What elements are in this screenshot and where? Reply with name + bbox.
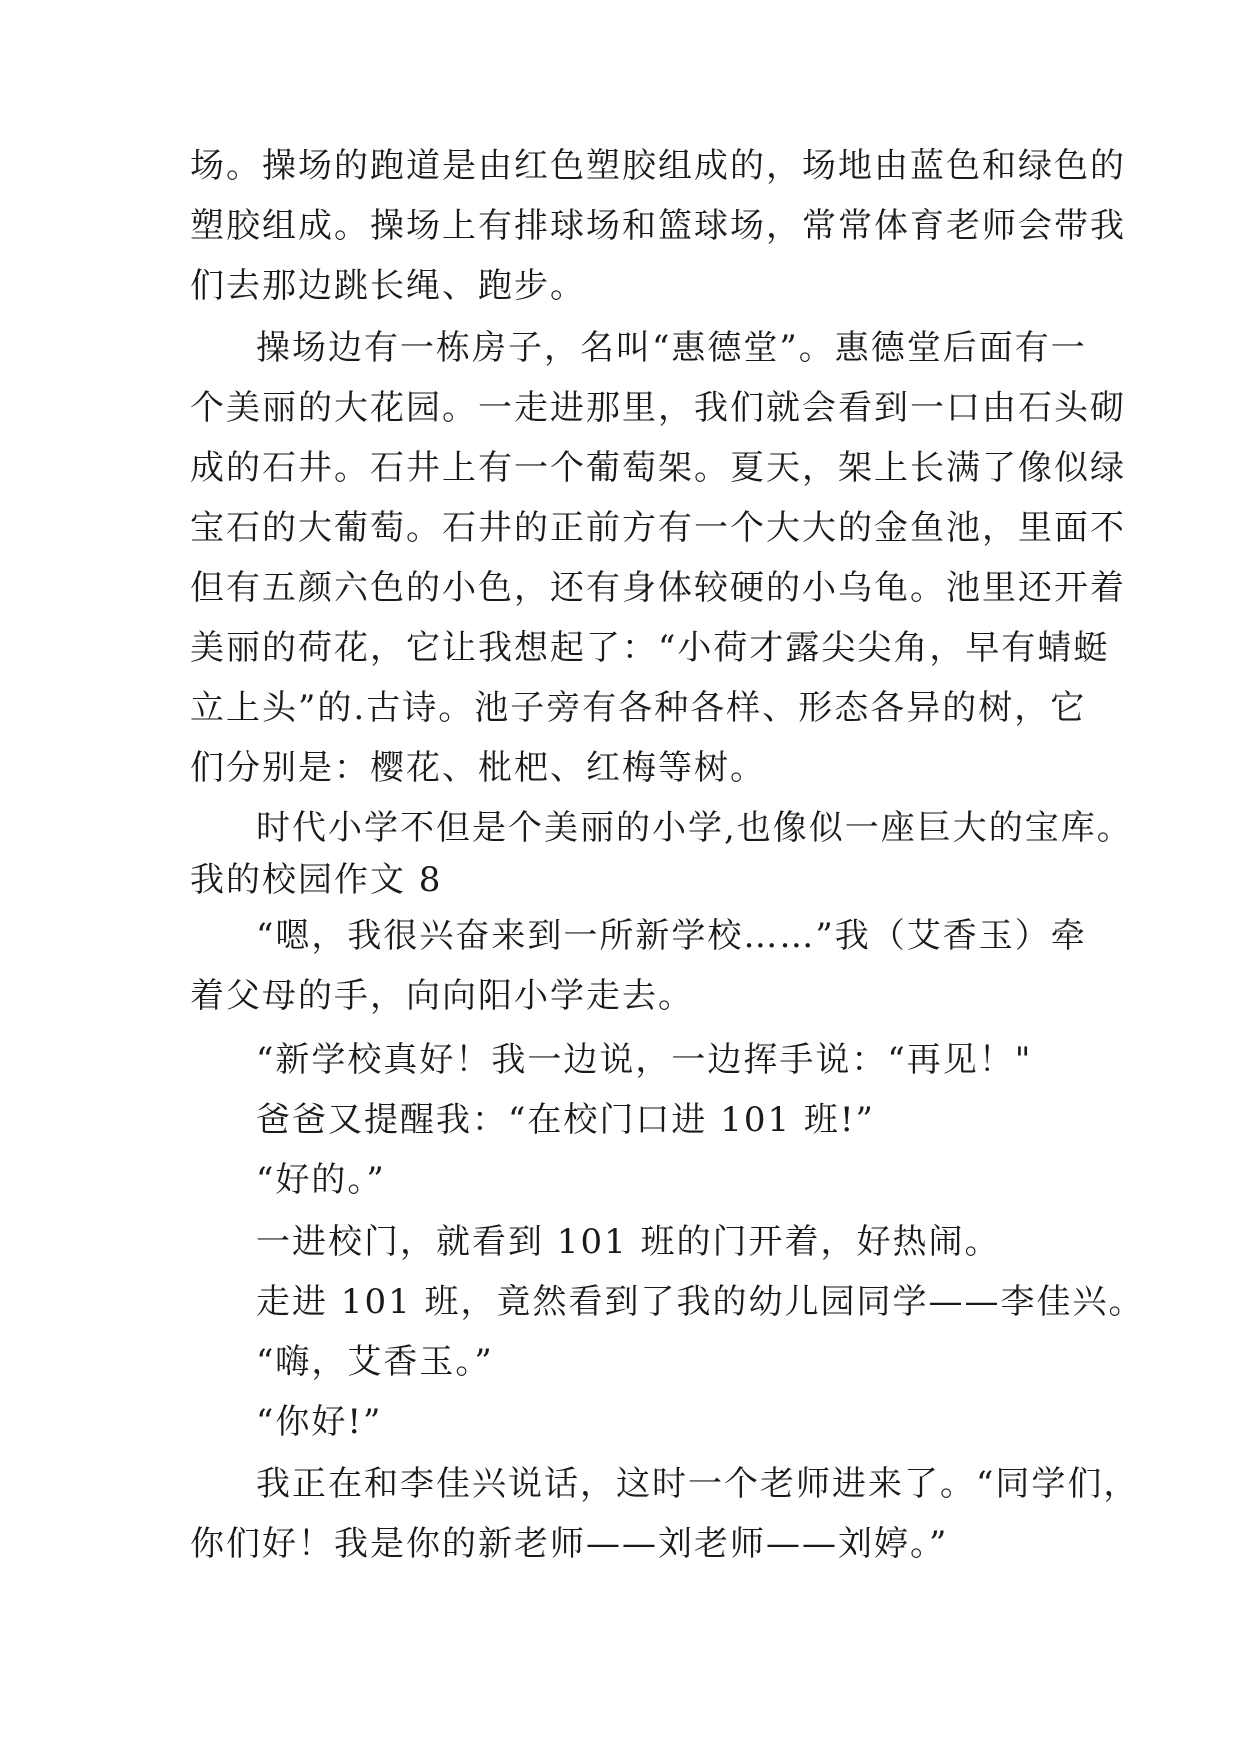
text-line: 着父母的手，向向阳小学走去。 [190, 976, 694, 1016]
section-heading: 我的校园作文 8 [190, 860, 443, 900]
text-line: 成的石井。石井上有一个葡萄架。夏天，架上长满了像似绿 [190, 448, 1126, 488]
text-line: 我正在和李佳兴说话，这时一个老师进来了。“同学们， [256, 1464, 1140, 1504]
text-line: “好的。” [256, 1160, 386, 1200]
text-line: 塑胶组成。操场上有排球场和篮球场，常常体育老师会带我 [190, 206, 1126, 246]
text-line: 个美丽的大花园。一走进那里，我们就会看到一口由石头砌 [190, 388, 1126, 428]
text-line: 时代小学不但是个美丽的小学,也像似一座巨大的宝库。 [256, 808, 1133, 848]
text-line: “嗯，我很兴奋来到一所新学校……”我（艾香玉）牵 [256, 916, 1087, 956]
text-line: “新学校真好！我一边说，一边挥手说：“再见！" [256, 1040, 1033, 1080]
text-line: 操场边有一栋房子，名叫“惠德堂”。惠德堂后面有一 [256, 328, 1087, 368]
text-line: 一进校门，就看到 101 班的门开着，好热闹。 [256, 1222, 1001, 1262]
text-line: 立上头”的.古诗。池子旁有各种各样、形态各异的树，它 [190, 688, 1087, 728]
text-line: 爸爸又提醒我：“在校门口进 101 班!” [256, 1100, 875, 1140]
text-line: 你们好！我是你的新老师——刘老师——刘婷。” [190, 1524, 949, 1564]
text-line: “你好!” [256, 1402, 383, 1442]
text-line: 但有五颜六色的小色，还有身体较硬的小乌龟。池里还开着 [190, 568, 1126, 608]
text-line: 宝石的大葡萄。石井的正前方有一个大大的金鱼池，里面不 [190, 508, 1126, 548]
text-line: 走进 101 班，竟然看到了我的幼儿园同学——李佳兴。 [256, 1282, 1145, 1322]
text-line: 们去那边跳长绳、跑步。 [190, 266, 586, 306]
text-line: 美丽的荷花，它让我想起了：“小荷才露尖尖角，早有蜻蜓 [190, 628, 1110, 668]
text-line: “嗨，艾香玉。” [256, 1342, 494, 1382]
text-line: 们分别是：樱花、枇杷、红梅等树。 [190, 748, 766, 788]
text-line: 场。操场的跑道是由红色塑胶组成的，场地由蓝色和绿色的 [190, 146, 1126, 186]
